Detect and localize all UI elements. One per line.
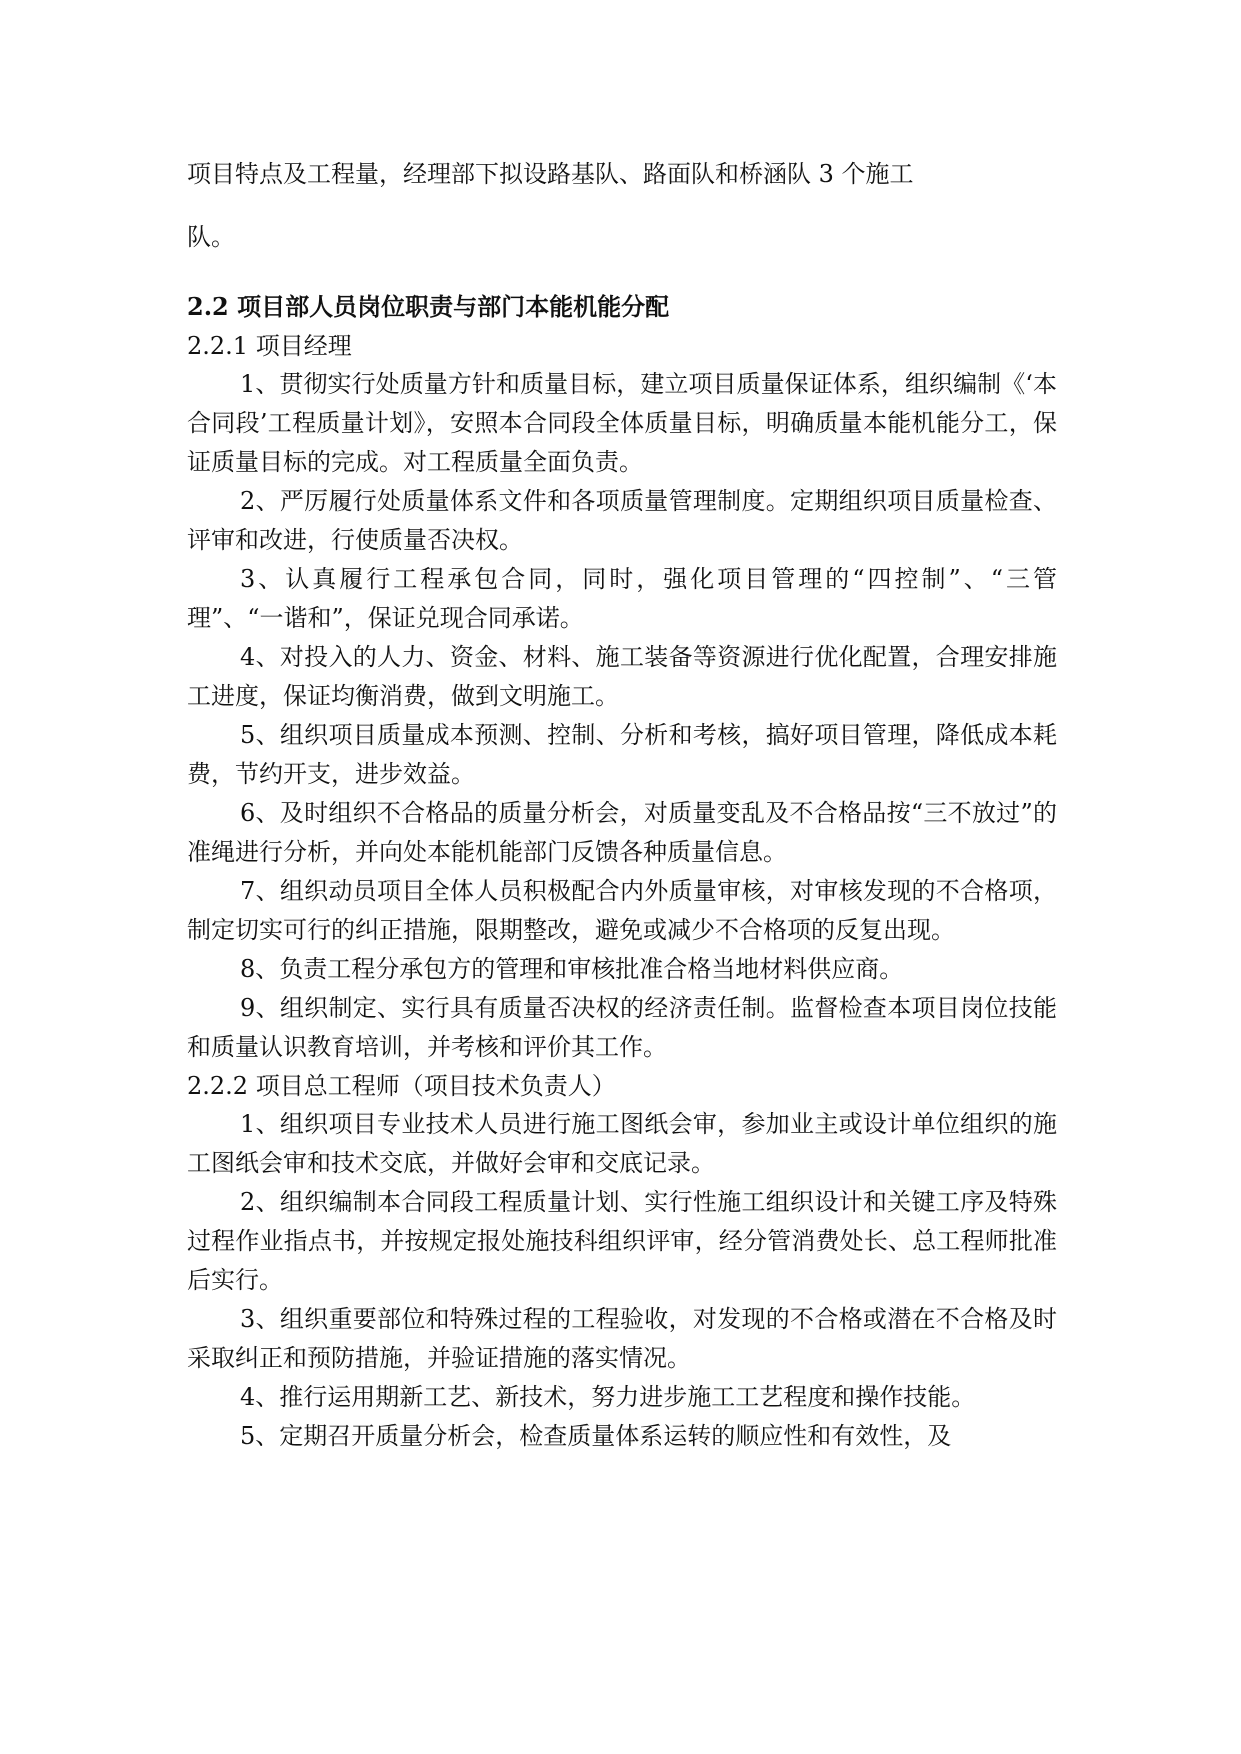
intro-line-1: 项目特点及工程量，经理部下拟设路基队、路面队和桥涵队 3 个施工 (187, 160, 914, 188)
section-heading-2-2-2: 2.2.2 项目总工程师（项目技术负责人） (187, 1072, 616, 1100)
section-heading-2-2: 2.2 项目部人员岗位职责与部门本能机能分配 (187, 292, 670, 321)
duty-paragraph: 3、组织重要部位和特殊过程的工程验收，对发现的不合格或潜在不合格及时采取纠正和预防措施，并验证措施的落实情况。 (187, 1305, 1057, 1372)
duty-paragraph: 1、贯彻实行处质量方针和质量目标，建立项目质量保证体系，组织编制《‘本合同段’工程质量计划》，安照本合同段全体质量目标，明确质量本能机能分工，保证质量目标的完成。对工程质量全面负责。 (187, 370, 1057, 476)
duty-paragraph: 5、定期召开质量分析会，检查质量体系运转的顺应性和有效性，及 (240, 1422, 952, 1450)
duty-paragraph: 3、认真履行工程承包合同，同时，强化项目管理的“四控制”、“三管理”、“一谐和”，保证兑现合同承诺。 (187, 565, 1057, 632)
intro-line-2: 队。 (187, 223, 235, 251)
duty-paragraph: 4、对投入的人力、资金、材料、施工装备等资源进行优化配置，合理安排施工进度，保证均衡消费，做到文明施工。 (187, 643, 1057, 710)
main-content (187, 287, 1057, 1456)
duty-paragraph: 4、推行运用期新工艺、新技术，努力进步施工工艺程度和操作技能。 (240, 1383, 976, 1411)
duty-paragraph: 5、组织项目质量成本预测、控制、分析和考核，搞好项目管理，降低成本耗费，节约开支，进步效益。 (187, 721, 1057, 788)
duty-paragraph: 6、及时组织不合格品的质量分析会，对质量变乱及不合格品按“三不放过”的准绳进行分析，并向处本能机能部门反馈各种质量信息。 (187, 799, 1057, 866)
duty-paragraph: 7、组织动员项目全体人员积极配合内外质量审核，对审核发现的不合格项，制定切实可行的纠正措施，限期整改，避免或减少不合格项的反复出现。 (187, 877, 1057, 944)
duty-paragraph: 1、组织项目专业技术人员进行施工图纸会审，参加业主或设计单位组织的施工图纸会审和技术交底，并做好会审和交底记录。 (187, 1110, 1057, 1177)
intro-block (187, 143, 1057, 269)
duty-paragraph: 2、组织编制本合同段工程质量计划、实行性施工组织设计和关键工序及特殊过程作业指点书，并按规定报处施技科组织评审，经分管消费处长、总工程师批准后实行。 (187, 1188, 1057, 1294)
duty-paragraph: 9、组织制定、实行具有质量否决权的经济责任制。监督检查本项目岗位技能和质量认识教育培训，并考核和评价其工作。 (187, 994, 1057, 1061)
section-heading-2-2-1: 2.2.1 项目经理 (187, 332, 352, 360)
duty-paragraph: 8、负责工程分承包方的管理和审核批准合格当地材料供应商。 (240, 955, 904, 983)
duty-paragraph: 2、严厉履行处质量体系文件和各项质量管理制度。定期组织项目质量检查、评审和改进，行使质量否决权。 (187, 487, 1057, 554)
